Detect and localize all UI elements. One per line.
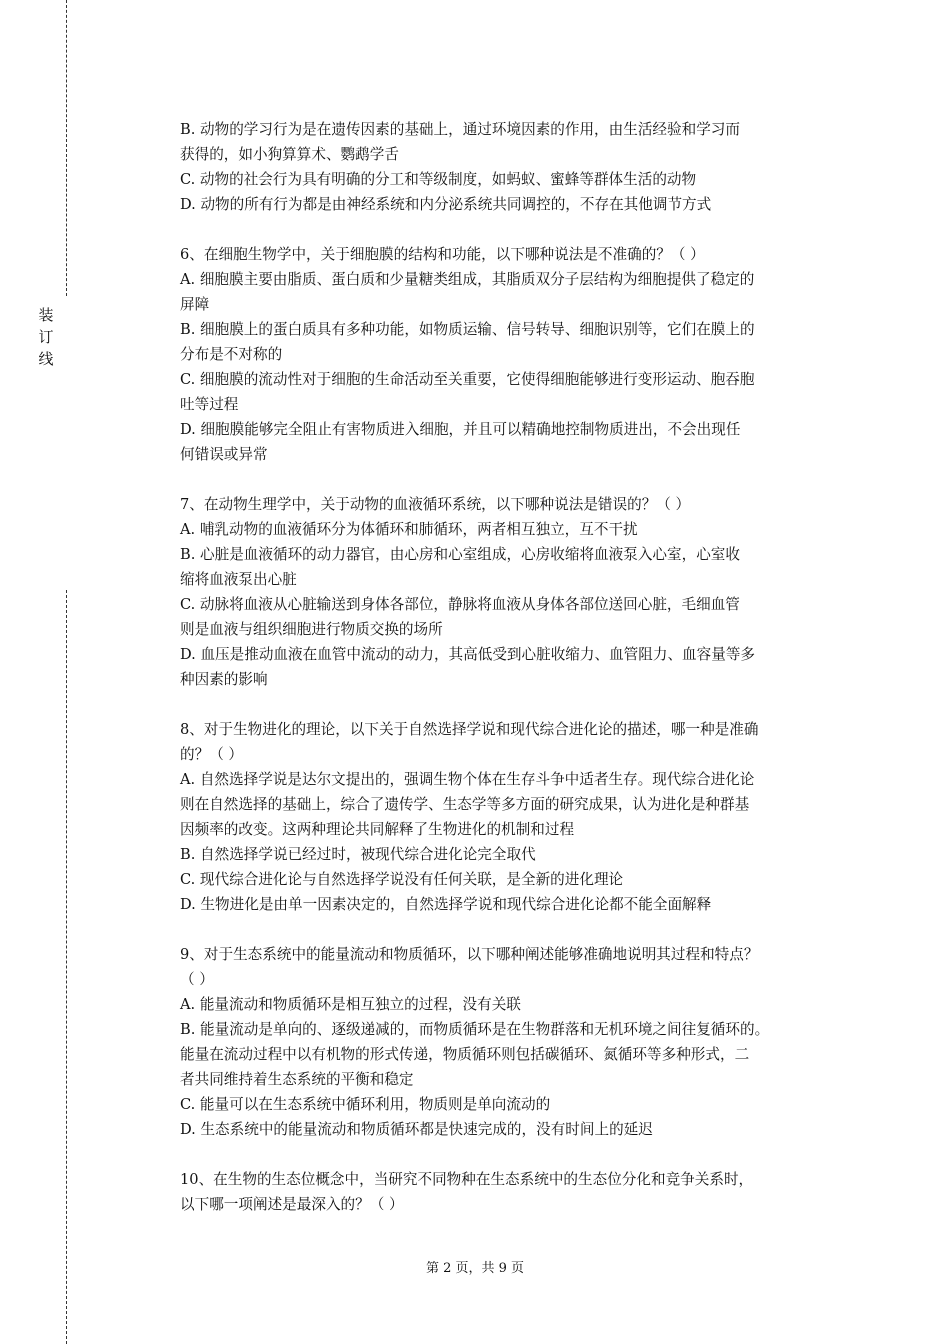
option-d-line: D. 血压是推动血液在血管中流动的动力，其高低受到心脏收缩力、血管阻力、血容量等多 xyxy=(180,646,756,663)
question-9 xyxy=(180,942,850,1142)
option-b-line: 获得的，如小狗算算术、鹦鹉学舌 xyxy=(180,146,399,163)
option-b-line: 者共同维持着生态系统的平衡和稳定 xyxy=(180,1071,414,1088)
option-d-line: 何错误或异常 xyxy=(180,446,268,463)
option-b-line: 缩将血液泵出心脏 xyxy=(180,571,297,588)
option-b-line: B. 动物的学习行为是在遗传因素的基础上，通过环境因素的作用，由生活经验和学习而 xyxy=(180,121,740,138)
option-d: D. 动物的所有行为都是由神经系统和内分泌系统共同调控的，不存在其他调节方式 xyxy=(180,196,712,213)
option-c: C. 能量可以在生态系统中循环利用，物质则是单向流动的 xyxy=(180,1096,551,1113)
option-b-line: B. 细胞膜上的蛋白质具有多种功能，如物质运输、信号转导、细胞识别等，它们在膜上的 xyxy=(180,321,755,338)
option-d: D. 生态系统中的能量流动和物质循环都是快速完成的，没有时间上的延迟 xyxy=(180,1121,653,1138)
question-stem: （ ） xyxy=(180,971,214,988)
binding-char: 装 xyxy=(38,306,54,324)
question-7 xyxy=(180,492,850,692)
question-stem: 7、在动物生理学中，关于动物的血液循环系统，以下哪种说法是错误的？（ ） xyxy=(180,496,691,513)
option-c-line: 则是血液与组织细胞进行物质交换的场所 xyxy=(180,621,443,638)
option-a-line: 屏障 xyxy=(180,296,210,313)
option-a-line: 因频率的改变。这两种理论共同解释了生物进化的机制和过程 xyxy=(180,821,575,838)
option-c-line: C. 动脉将血液从心脏输送到身体各部位，静脉将血液从身体各部位送回心脏，毛细血管 xyxy=(180,596,740,613)
option-a: A. 能量流动和物质循环是相互独立的过程，没有关联 xyxy=(180,996,521,1013)
option-c-line: C. 细胞膜的流动性对于细胞的生命活动至关重要，它使得细胞能够进行变形运动、胞吞胞 xyxy=(180,371,755,388)
option-d-line: 种因素的影响 xyxy=(180,671,268,688)
binding-dashed-line-bottom xyxy=(66,590,67,1344)
question-content xyxy=(180,117,850,1217)
option-c-line: 吐等过程 xyxy=(180,396,239,413)
question-stem: 10、在生物的生态位概念中，当研究不同物种在生态系统中的生态位分化和竞争关系时， xyxy=(180,1171,754,1188)
binding-dashed-line-top xyxy=(66,0,67,296)
option-a-line: A. 细胞膜主要由脂质、蛋白质和少量糖类组成，其脂质双分子层结构为细胞提供了稳定的 xyxy=(180,271,755,288)
question-8 xyxy=(180,717,850,917)
question-stem: 以下哪一项阐述是最深入的？（ ） xyxy=(180,1196,404,1213)
page-number: 第 2 页，共 9 页 xyxy=(425,1261,525,1276)
option-b-line: 能量在流动过程中以有机物的形式传递，物质循环则包括碳循环、氮循环等多种形式，二 xyxy=(180,1046,750,1063)
option-d-line: D. 细胞膜能够完全阻止有害物质进入细胞，并且可以精确地控制物质进出，不会出现任 xyxy=(180,421,741,438)
option-d: D. 生物进化是由单一因素决定的，自然选择学说和现代综合进化论都不能全面解释 xyxy=(180,896,712,913)
option-c: C. 现代综合进化论与自然选择学说没有任何关联，是全新的进化理论 xyxy=(180,871,624,888)
binding-label xyxy=(36,304,56,370)
question-10 xyxy=(180,1167,850,1217)
option-a-line: 则在自然选择的基础上，综合了遗传学、生态学等多方面的研究成果，认为进化是种群基 xyxy=(180,796,750,813)
question-stem: 的？（ ） xyxy=(180,746,244,763)
option-b-line: 分布是不对称的 xyxy=(180,346,283,363)
question-6 xyxy=(180,242,850,467)
option-a-line: A. 自然选择学说是达尔文提出的，强调生物个体在生存斗争中适者生存。现代综合进化论 xyxy=(180,771,755,788)
option-a: A. 哺乳动物的血液循环分为体循环和肺循环，两者相互独立，互不干扰 xyxy=(180,521,638,538)
question-5-continued xyxy=(180,117,850,217)
option-c: C. 动物的社会行为具有明确的分工和等级制度，如蚂蚁、蜜蜂等群体生活的动物 xyxy=(180,171,697,188)
option-b: B. 自然选择学说已经过时，被现代综合进化论完全取代 xyxy=(180,846,536,863)
binding-char: 线 xyxy=(38,350,54,368)
option-b-line: B. 心脏是血液循环的动力器官，由心房和心室组成，心房收缩将血液泵入心室，心室收 xyxy=(180,546,740,563)
binding-char: 订 xyxy=(38,328,54,346)
question-stem: 6、在细胞生物学中，关于细胞膜的结构和功能，以下哪种说法是不准确的？（ ） xyxy=(180,246,705,263)
question-stem: 8、对于生物进化的理论，以下关于自然选择学说和现代综合进化论的描述，哪一种是准确 xyxy=(180,721,759,738)
option-b-line: B. 能量流动是单向的、逐级递减的，而物质循环是在生物群落和无机环境之间往复循环的。 xyxy=(180,1021,770,1038)
question-stem: 9、对于生态系统中的能量流动和物质循环，以下哪种阐述能够准确地说明其过程和特点？ xyxy=(180,946,759,963)
